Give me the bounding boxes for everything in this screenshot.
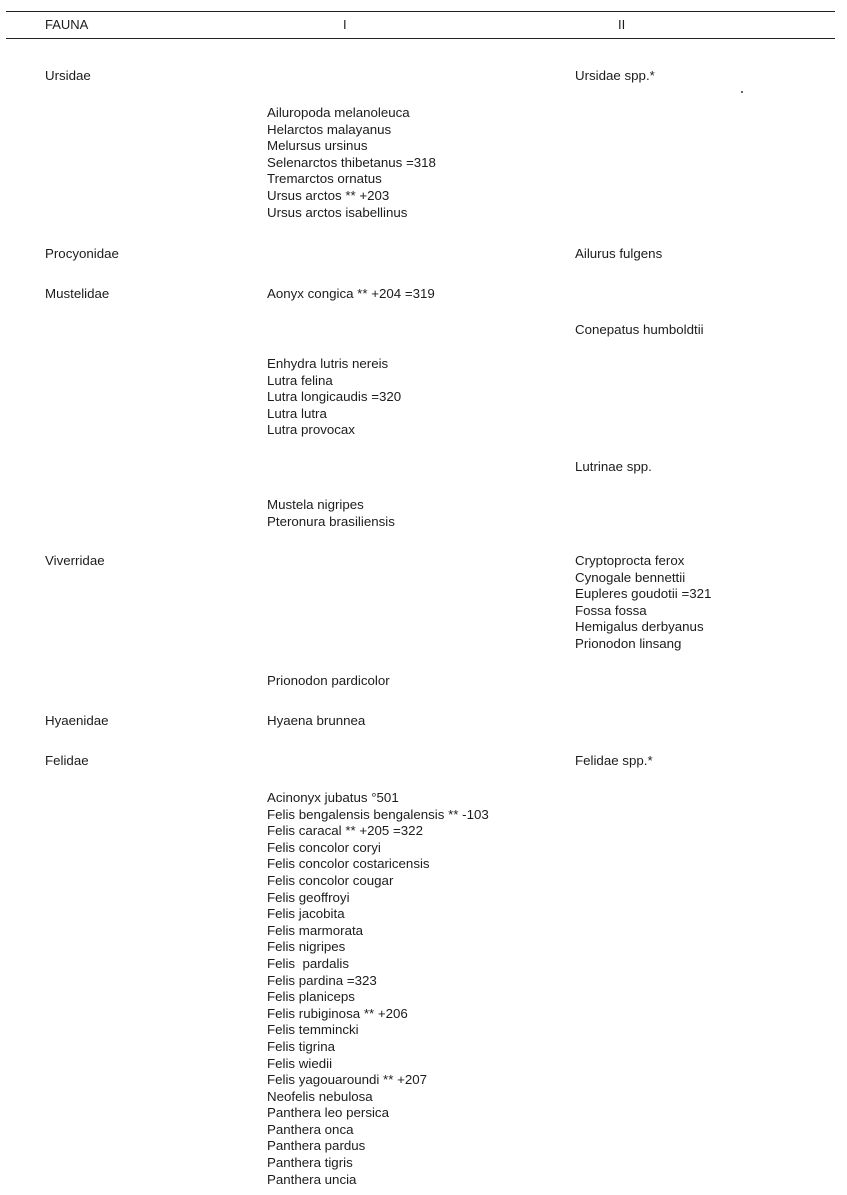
- species-prionodon-pardicolor: Prionodon pardicolor: [267, 673, 390, 688]
- mustelidae-appendix-1-list-c: [267, 497, 395, 530]
- species-entry: Ailuropoda melanoleuca: [267, 105, 410, 120]
- species-entry: Pteronura brasiliensis: [267, 513, 395, 529]
- species-entry: Felis planiceps: [267, 989, 355, 1005]
- species-aonyx-congica: Aonyx congica ** +204 =319: [267, 286, 435, 301]
- header-top-rule: [6, 11, 835, 12]
- species-entry: Neofelis nebulosa: [267, 1088, 373, 1104]
- species-entry: Melursus ursinus: [267, 138, 368, 154]
- species-entry: Felis pardalis: [267, 955, 350, 971]
- species-entry: Felis yagouaroundi ** +207: [267, 1072, 428, 1088]
- family-felidae: Felidae: [45, 753, 89, 768]
- felidae-appendix-1-list: [267, 790, 489, 1188]
- column-header-appendix-1: I: [343, 17, 347, 32]
- species-hyaena-brunnea: Hyaena brunnea: [267, 713, 366, 728]
- species-entry: Felis wiedii: [267, 1055, 333, 1071]
- species-entry: Eupleres goudotii =321: [575, 586, 712, 602]
- species-entry: Panthera tigris: [267, 1155, 353, 1171]
- species-entry: Felis nigripes: [267, 939, 346, 955]
- species-entry: Felis rubiginosa ** +206: [267, 1005, 408, 1021]
- species-entry: Lutra provocax: [267, 422, 355, 438]
- species-entry: Enhydra lutris nereis: [267, 356, 389, 371]
- species-entry: Panthera uncia: [267, 1171, 357, 1187]
- species-entry: Prionodon linsang: [575, 635, 682, 651]
- species-entry: Felis jacobita: [267, 906, 345, 922]
- species-entry: Felis tigrina: [267, 1038, 335, 1054]
- species-entry: Acinonyx jubatus °501: [267, 790, 399, 805]
- species-conepatus-humboldtii: Conepatus humboldtii: [575, 322, 704, 337]
- species-entry: Felis caracal ** +205 =322: [267, 823, 423, 839]
- print-speck: [741, 91, 743, 93]
- species-entry: Felis concolor cougar: [267, 872, 394, 888]
- family-viverridae: Viverridae: [45, 553, 105, 568]
- species-entry: Helarctos malayanus: [267, 121, 392, 137]
- family-ursidae: Ursidae: [45, 68, 91, 83]
- species-entry: Felis concolor costaricensis: [267, 856, 430, 872]
- species-ursidae-spp: Ursidae spp.*: [575, 68, 655, 83]
- species-entry: Selenarctos thibetanus =318: [267, 154, 436, 170]
- viverridae-appendix-2-list: [575, 553, 711, 653]
- species-entry: Felis bengalensis bengalensis ** -103: [267, 806, 489, 822]
- species-entry: Panthera pardus: [267, 1138, 366, 1154]
- header-bottom-rule: [6, 38, 835, 39]
- species-entry: Panthera leo persica: [267, 1105, 389, 1121]
- species-entry: Felis geoffroyi: [267, 889, 350, 905]
- species-entry: Fossa fossa: [575, 602, 647, 618]
- species-entry: Ursus arctos ** +203: [267, 187, 390, 203]
- species-entry: Felis concolor coryi: [267, 839, 381, 855]
- species-entry: Ursus arctos isabellinus: [267, 204, 408, 220]
- species-entry: Lutra felina: [267, 372, 333, 388]
- species-entry: Cynogale bennettii: [575, 569, 686, 585]
- species-entry: Felis pardina =323: [267, 972, 377, 988]
- species-entry: Hemigalus derbyanus: [575, 619, 704, 635]
- species-felidae-spp: Felidae spp.*: [575, 753, 653, 768]
- species-entry: Tremarctos ornatus: [267, 171, 382, 187]
- species-entry: Cryptoprocta ferox: [575, 553, 685, 568]
- family-procyonidae: Procyonidae: [45, 246, 119, 261]
- family-hyaenidae: Hyaenidae: [45, 713, 109, 728]
- species-entry: Felis marmorata: [267, 922, 364, 938]
- species-lutrinae-spp: Lutrinae spp.: [575, 459, 652, 474]
- species-entry: Panthera onca: [267, 1121, 354, 1137]
- species-ailurus-fulgens: Ailurus fulgens: [575, 246, 663, 261]
- species-entry: Lutra longicaudis =320: [267, 389, 402, 405]
- column-header-appendix-2: II: [618, 17, 626, 32]
- family-mustelidae: Mustelidae: [45, 286, 110, 301]
- species-entry: Mustela nigripes: [267, 497, 364, 512]
- species-entry: Lutra lutra: [267, 405, 327, 421]
- column-header-fauna: FAUNA: [45, 17, 89, 32]
- species-entry: Felis temmincki: [267, 1022, 359, 1038]
- mustelidae-appendix-1-list-b: [267, 356, 401, 439]
- ursidae-appendix-1-list: [267, 105, 436, 221]
